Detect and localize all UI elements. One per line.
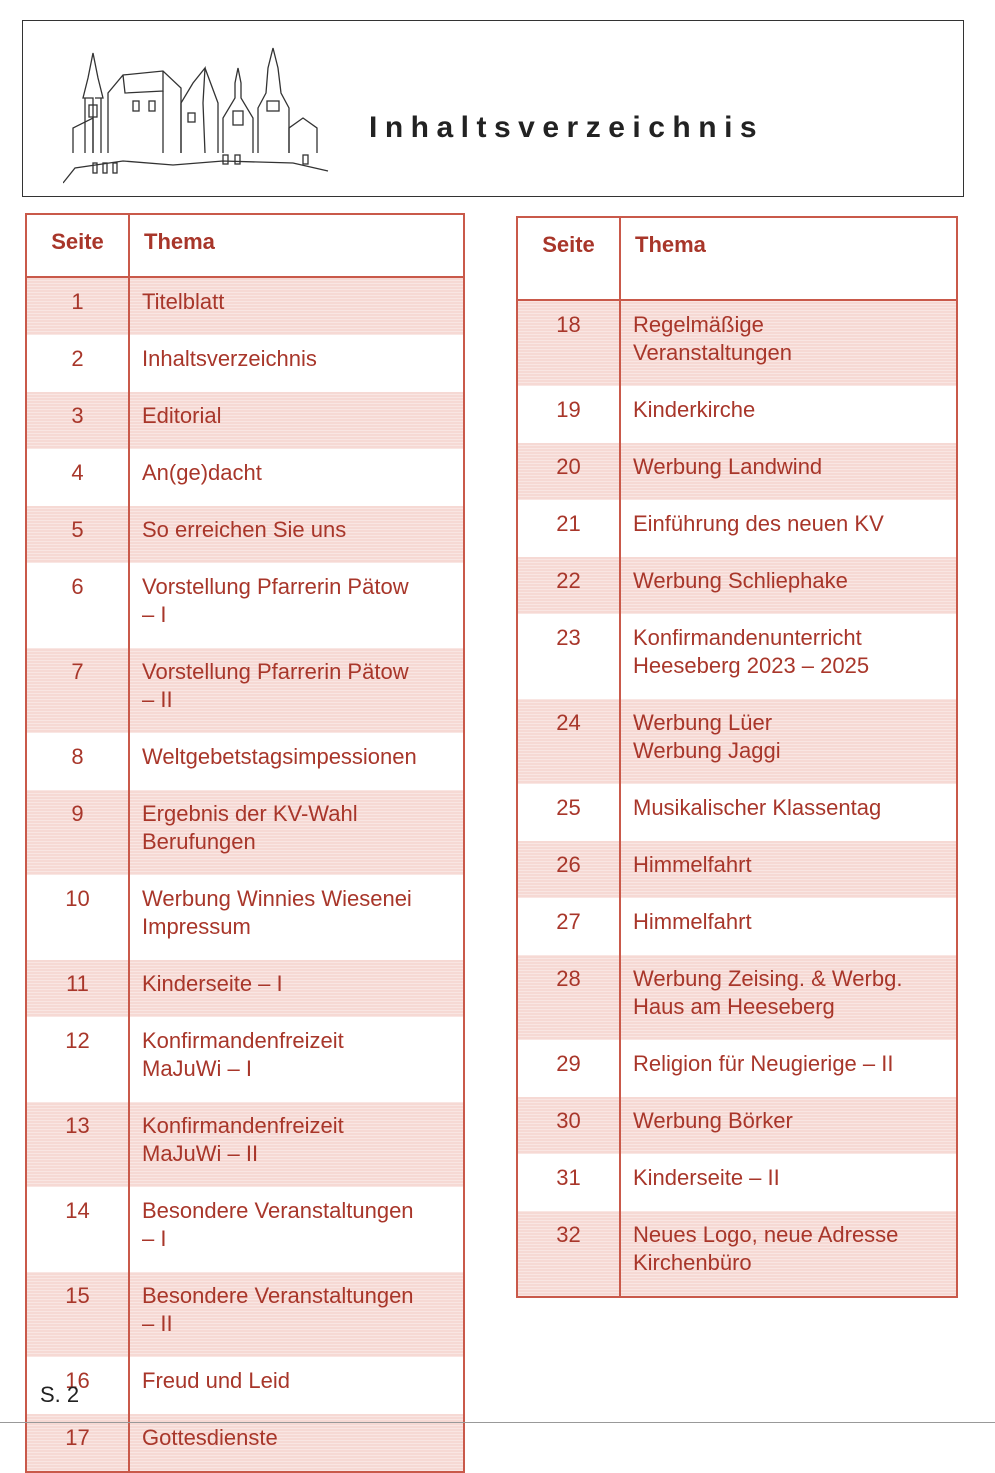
toc-topic — [129, 1272, 464, 1357]
toc-page-number: 25 — [517, 784, 620, 841]
toc-topic — [129, 506, 464, 563]
toc-topic — [620, 1154, 957, 1211]
page-number: S. 2 — [40, 1382, 80, 1407]
toc-row — [517, 1097, 957, 1154]
toc-page-number: 30 — [517, 1097, 620, 1154]
toc-row — [517, 386, 957, 443]
toc-row — [517, 784, 957, 841]
toc-table-left — [25, 213, 465, 1473]
toc-row — [26, 1357, 464, 1414]
toc-topic-text: Freud und Leid — [142, 1368, 290, 1393]
toc-row — [26, 875, 464, 960]
toc-page-number: 14 — [26, 1187, 129, 1272]
church-skyline-icon — [63, 43, 333, 193]
toc-topic-text: Titelblatt — [142, 289, 225, 314]
toc-page-number: 19 — [517, 386, 620, 443]
toc-topic — [129, 277, 464, 335]
column-header-page: Seite — [26, 214, 129, 277]
toc-topic — [620, 500, 957, 557]
toc-page-number: 16 — [26, 1357, 129, 1414]
toc-row — [517, 1154, 957, 1211]
toc-topic — [620, 386, 957, 443]
toc-row — [26, 1102, 464, 1187]
toc-page-number: 3 — [26, 392, 129, 449]
page-title: Inhaltsverzeichnis — [369, 111, 765, 144]
toc-topic-text: Werbung Börker — [633, 1108, 793, 1133]
toc-topic — [129, 563, 464, 648]
toc-topic-text: Kinderseite – I — [142, 971, 283, 996]
toc-page-number: 6 — [26, 563, 129, 648]
toc-row — [26, 790, 464, 875]
toc-topic-text: Kinderseite – II — [633, 1165, 780, 1190]
toc-page-number: 4 — [26, 449, 129, 506]
toc-topic-text: Regelmäßige Veranstaltungen — [633, 312, 793, 365]
toc-row — [26, 1272, 464, 1357]
toc-header-row — [517, 217, 957, 300]
toc-topic — [620, 841, 957, 898]
toc-table-right — [516, 216, 958, 1298]
toc-page-number: 13 — [26, 1102, 129, 1187]
toc-topic — [129, 1102, 464, 1187]
toc-row — [26, 277, 464, 335]
toc-topic-text: Besondere Veranstaltungen – I — [142, 1198, 414, 1251]
toc-row — [26, 392, 464, 449]
toc-topic-text: Werbung Winnies Wiesenei Impressum — [142, 886, 412, 939]
toc-row — [517, 898, 957, 955]
toc-topic — [129, 648, 464, 733]
toc-topic-text: Vorstellung Pfarrerin Pätow – II — [142, 659, 409, 712]
toc-topic — [620, 898, 957, 955]
toc-topic-text: Himmelfahrt — [633, 852, 752, 877]
toc-page-number: 20 — [517, 443, 620, 500]
column-header-topic: Thema — [129, 214, 464, 277]
toc-topic-text: Kinderkirche — [633, 397, 756, 422]
toc-row — [26, 335, 464, 392]
toc-topic-text: Neues Logo, neue Adresse Kirchenbüro — [633, 1222, 899, 1275]
toc-row — [517, 1040, 957, 1097]
toc-topic — [620, 784, 957, 841]
toc-page-number: 32 — [517, 1211, 620, 1297]
toc-row — [26, 1187, 464, 1272]
toc-row — [517, 699, 957, 784]
toc-topic — [620, 443, 957, 500]
toc-row — [517, 955, 957, 1040]
toc-row — [26, 960, 464, 1017]
toc-row — [26, 506, 464, 563]
toc-topic — [129, 1187, 464, 1272]
toc-topic-text: Inhaltsverzeichnis — [142, 346, 317, 371]
header-box — [22, 20, 964, 197]
column-header-page: Seite — [517, 217, 620, 300]
column-header-topic: Thema — [620, 217, 957, 300]
toc-page-number: 22 — [517, 557, 620, 614]
toc-topic — [129, 1357, 464, 1414]
toc-topic-text: Konfirmandenfreizeit MaJuWi – II — [142, 1113, 344, 1166]
toc-topic — [620, 1211, 957, 1297]
toc-row — [26, 563, 464, 648]
toc-topic — [620, 955, 957, 1040]
toc-row — [26, 648, 464, 733]
toc-page-number: 11 — [26, 960, 129, 1017]
toc-row — [517, 614, 957, 699]
toc-row — [517, 300, 957, 386]
toc-page-number: 10 — [26, 875, 129, 960]
toc-row — [517, 557, 957, 614]
toc-topic-text: Einführung des neuen KV — [633, 511, 884, 536]
toc-page-number: 8 — [26, 733, 129, 790]
toc-row — [26, 733, 464, 790]
toc-row — [517, 443, 957, 500]
toc-topic — [129, 790, 464, 875]
toc-page-number: 12 — [26, 1017, 129, 1102]
toc-page-number: 21 — [517, 500, 620, 557]
toc-topic-text: Musikalischer Klassentag — [633, 795, 882, 820]
toc-page-number: 24 — [517, 699, 620, 784]
toc-page-number: 18 — [517, 300, 620, 386]
toc-topic — [129, 449, 464, 506]
toc-topic-text: So erreichen Sie uns — [142, 517, 347, 542]
toc-topic — [129, 392, 464, 449]
toc-page-number: 29 — [517, 1040, 620, 1097]
toc-topic — [129, 1017, 464, 1102]
toc-topic — [620, 1097, 957, 1154]
toc-header-row — [26, 214, 464, 277]
toc-page-number: 9 — [26, 790, 129, 875]
toc-topic-text: Editorial — [142, 403, 222, 428]
toc-topic-text: An(ge)dacht — [142, 460, 262, 485]
toc-topic — [129, 960, 464, 1017]
toc-topic — [620, 557, 957, 614]
toc-topic-text: Besondere Veranstaltungen – II — [142, 1283, 414, 1336]
toc-page-number: 5 — [26, 506, 129, 563]
toc-row — [517, 1211, 957, 1297]
toc-row — [517, 841, 957, 898]
toc-topic-text: Werbung Schliephake — [633, 568, 848, 593]
toc-topic-text: Konfirmandenunterricht Heeseberg 2023 – 2025 — [633, 625, 870, 678]
toc-topic-text: Werbung Landwind — [633, 454, 823, 479]
toc-row — [26, 449, 464, 506]
toc-topic — [620, 300, 957, 386]
toc-topic — [620, 614, 957, 699]
toc-row — [517, 500, 957, 557]
toc-topic-text: Himmelfahrt — [633, 909, 752, 934]
toc-topic-text: Konfirmandenfreizeit MaJuWi – I — [142, 1028, 344, 1081]
toc-topic-text: Weltgebetstagsimpessionen — [142, 744, 417, 769]
toc-topic-text: Ergebnis der KV-Wahl Berufungen — [142, 801, 358, 854]
toc-page-number: 27 — [517, 898, 620, 955]
toc-topic — [129, 733, 464, 790]
toc-topic — [129, 335, 464, 392]
toc-page-number: 26 — [517, 841, 620, 898]
toc-topic-text: Werbung Zeising. & Werbg. Haus am Heeseberg — [633, 966, 903, 1019]
toc-page-number: 15 — [26, 1272, 129, 1357]
footer-rule — [0, 1422, 995, 1423]
toc-topic — [620, 699, 957, 784]
toc-page-number: 2 — [26, 335, 129, 392]
toc-topic-text: Vorstellung Pfarrerin Pätow – I — [142, 574, 409, 627]
toc-row — [26, 1017, 464, 1102]
toc-topic-text: Gottesdienste — [142, 1425, 278, 1450]
toc-topic — [620, 1040, 957, 1097]
toc-topic-text: Religion für Neugierige – II — [633, 1051, 894, 1076]
toc-page-number: 17 — [26, 1414, 129, 1472]
toc-page-number: 23 — [517, 614, 620, 699]
toc-topic-text: Werbung Lüer Werbung Jaggi — [633, 710, 781, 763]
toc-topic — [129, 875, 464, 960]
toc-page-number: 1 — [26, 277, 129, 335]
toc-page-number: 7 — [26, 648, 129, 733]
toc-page-number: 28 — [517, 955, 620, 1040]
toc-page-number: 31 — [517, 1154, 620, 1211]
